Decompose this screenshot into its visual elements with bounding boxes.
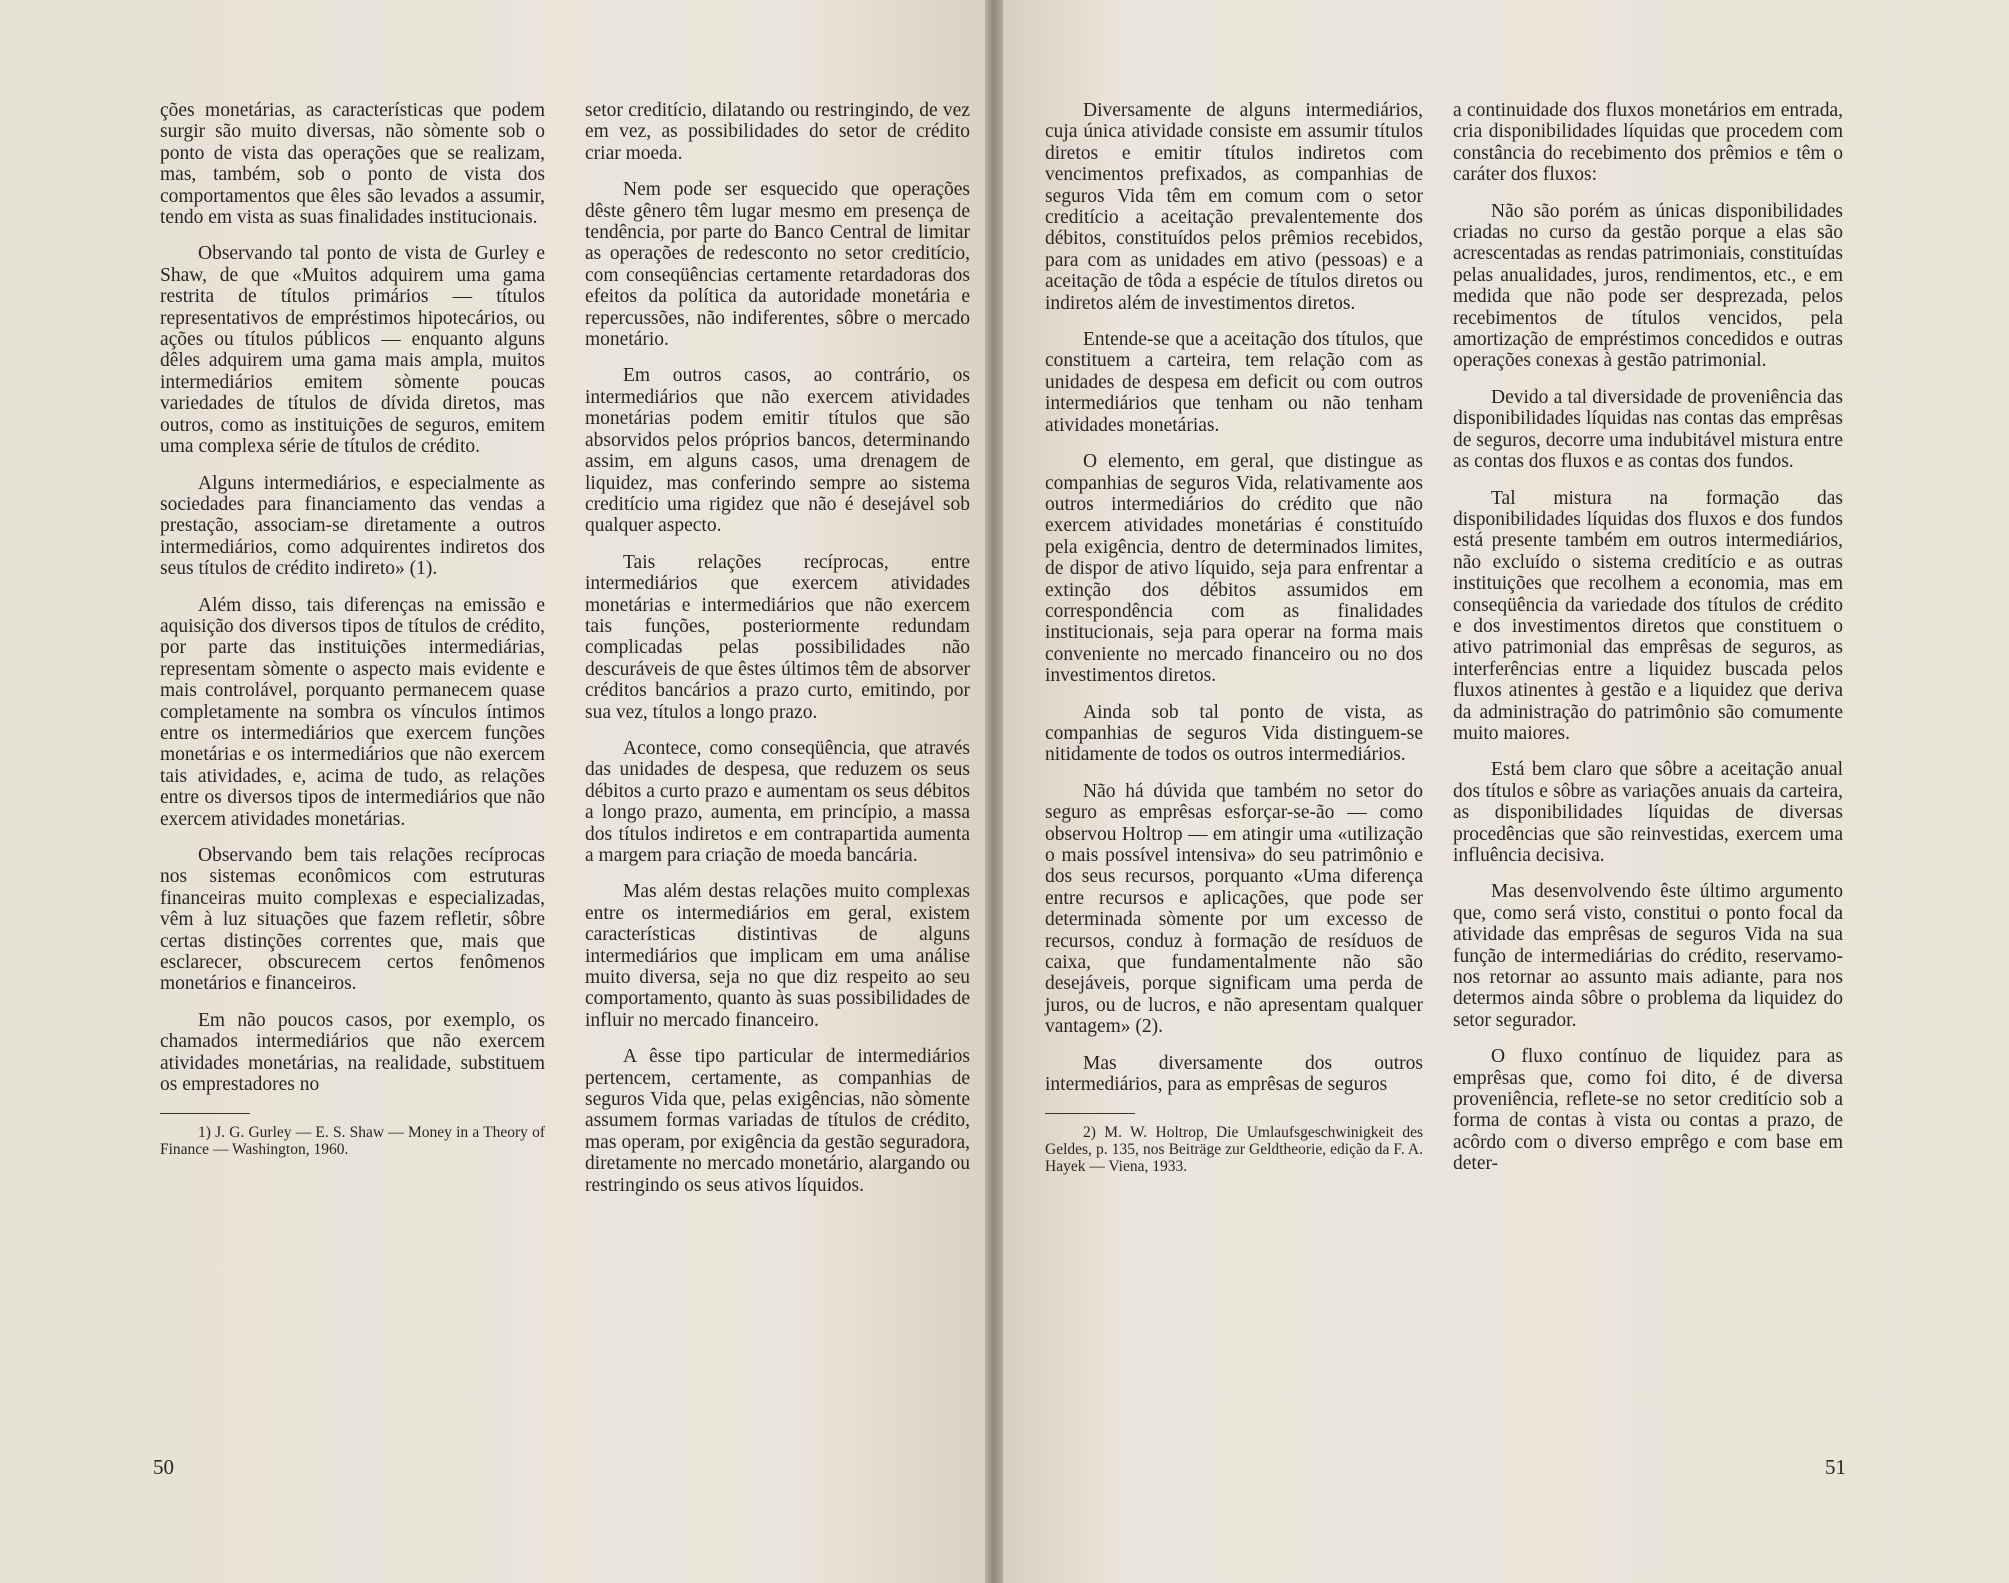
paragraph: Nem pode ser esquecido que operações dêste gênero têm lugar mesmo em presença de tendência, por parte do Banco Central de limitar as operações de redesconto no setor creditício, com conseqüências certamente retardadoras dos efeitos da política da autoridade monetária e repercussões, não indiferentes, sôbre o mercado monetário. (585, 179, 970, 351)
book-gutter (985, 0, 1003, 1583)
paragraph: Tais relações recíprocas, entre intermediários que exercem atividades monetárias e intermediários que não exercem tais funções, posteriormente redundam complicadas pelas possibilidades não descuráveis de que êstes últimos têm de absorver créditos bancários a prazo curto, emitindo, por sua vez, títulos a longo prazo. (585, 551, 970, 723)
paragraph: Em outros casos, ao contrário, os intermediários que não exercem atividades monetárias podem emitir títulos que são absorvidos pelos próprios bancos, determinando assim, em alguns casos, uma drenagem de liquidez, mas conferindo sempre ao sistema creditício uma rigidez que não é desejável sob qualquer aspecto. (585, 365, 970, 537)
right-column-2 (1453, 100, 1843, 1190)
left-column-2 (585, 100, 970, 1211)
paragraph: Alguns intermediários, e especialmente as sociedades para financiamento das vendas a prestação, associam-se diretamente a outros intermediários, como adquirentes indiretos dos seus títulos de crédito indireto» (1). (160, 472, 545, 580)
paragraph: Em não poucos casos, por exemplo, os chamados intermediários que não exercem atividades monetárias, na realidade, substituem os emprestadores no (160, 1009, 545, 1096)
footnote-rule (1045, 1113, 1135, 1114)
paragraph: Não são porém as únicas disponibilidades criadas no curso da gestão porque a elas são acrescentadas as rendas patrimoniais, constituídas pelas anualidades, juros, rendimentos, etc., e em medida que não pode ser desprezada, pelos recebimentos de títulos vencidos, pela amortização de empréstimos concedidos e outras operações conexas à gestão patrimonial. (1453, 200, 1843, 372)
paragraph: Mas desenvolvendo êste último argumento que, como será visto, constitui o ponto focal da atividade das emprêsas de seguros Vida na sua função de intermediárias do crédito, reservamo-nos retornar ao assunto mais adiante, para nos determos ainda sôbre o problema da liquidez do setor segurador. (1453, 881, 1843, 1031)
paragraph: Está bem claro que sôbre a aceitação anual dos títulos e sôbre as variações anuais da carteira, as disponibilidades líquidas de diversas procedências que são reinvestidas, exercem uma influência decisiva. (1453, 759, 1843, 866)
footnote-2: 2) M. W. Holtrop, Die Umlaufsgeschwinigkeit des Geldes, p. 135, nos Beiträge zur Geldtheorie, edição da F. A. Hayek — Viena, 1933. (1045, 1124, 1423, 1176)
paragraph: Diversamente de alguns intermediários, cuja única atividade consiste em assumir títulos diretos e emitir títulos indiretos com vencimentos prefixados, as companhias de seguros Vida têm em comum com o setor creditício a aceitação prevalentemente dos débitos, constituídos pelos prêmios recebidos, para com as unidades em ativo (pessoas) e a aceitação de tôda a espécie de títulos diretos ou indiretos além de investimentos diretos. (1045, 100, 1423, 314)
page-number-right: 51 (1825, 1455, 1846, 1479)
paragraph: Mas diversamente dos outros intermediários, para as emprêsas de seguros (1045, 1052, 1423, 1096)
paragraph: setor creditício, dilatando ou restringindo, de vez em vez, as possibilidades do setor de crédito criar moeda. (585, 100, 970, 164)
paragraph: a continuidade dos fluxos monetários em entrada, cria disponibilidades líquidas que procedem com constância do recebimento dos prêmios e têm o caráter dos fluxos: (1453, 100, 1843, 186)
page-number-left: 50 (153, 1455, 174, 1479)
paragraph: O fluxo contínuo de liquidez para as emprêsas que, como foi dito, é de diversa proveniência, reflete-se no setor creditício sob a forma de contas à vista ou contas a prazo, de acôrdo com o diverso emprêgo e com base em deter- (1453, 1046, 1843, 1175)
paragraph: A êsse tipo particular de intermediários pertencem, certamente, as companhias de seguros Vida que, pelas exigências, não sòmente assumem formas variadas de títulos de crédito, mas operam, por exigência da gestão seguradora, diretamente no mercado monetário, alargando ou restringindo os seus ativos líquidos. (585, 1046, 970, 1196)
right-column-1 (1045, 100, 1423, 1190)
paragraph: Acontece, como conseqüência, que através das unidades de despesa, que reduzem os seus débitos a curto prazo e aumentam os seus débitos a longo prazo, aumenta, em princípio, a massa dos títulos indiretos e em contrapartida aumenta a margem para criação de moeda bancária. (585, 737, 970, 866)
footnote-rule (160, 1113, 250, 1114)
paragraph: Além disso, tais diferenças na emissão e aquisição dos diversos tipos de títulos de crédito, por parte das instituições intermediárias, representam sòmente o aspecto mais evidente e mais controlável, porquanto permanecem quase completamente na sombra os vínculos íntimos entre os intermediários que exercem funções monetárias e os intermediários que não exercem tais atividades, e, acima de tudo, as relações entre os diversos tipos de intermediários que não exercem atividades monetárias. (160, 594, 545, 830)
paragraph: Observando bem tais relações recíprocas nos sistemas econômicos com estruturas financeiras muito complexas e especializadas, vêm à luz situações que fazem refletir, sôbre certas distinções correntes que, mais que esclarecer, obscurecem certos fenômenos monetários e financeiros. (160, 845, 545, 995)
paragraph: Tal mistura na formação das disponibilidades líquidas dos fluxos e dos fundos está presente também em outros intermediários, não excluído o sistema creditício e as outras instituições que recolhem a economia, mas em conseqüência da variedade dos títulos de crédito e dos investimentos diretos que constituem o ativo patrimonial das emprêsas de seguros, as interferências entre a liquidez buscada pelos fluxos atinentes à gestão e a liquidez que deriva da administração do patrimônio são comumente muito maiores. (1453, 487, 1843, 744)
paragraph: Mas além destas relações muito complexas entre os intermediários em geral, existem características distintivas de alguns intermediários que implicam em uma análise muito diversa, seja no que diz respeito ao seu comportamento, quanto às suas possibilidades de influir no mercado financeiro. (585, 881, 970, 1031)
paragraph: Devido a tal diversidade de proveniência das disponibilidades líquidas nas contas das emprêsas de seguros, decorre uma indubitável mistura entre as contas dos fluxos e as contas dos fundos. (1453, 386, 1843, 473)
paragraph: ções monetárias, as características que podem surgir são muito diversas, não sòmente sob o ponto de vista das operações que se realizam, mas, também, sob o ponto de vista dos comportamentos que êles são levados a assumir, tendo em vista as suas finalidades institucionais. (160, 100, 545, 229)
paragraph: O elemento, em geral, que distingue as companhias de seguros Vida, relativamente aos outros intermediários do crédito que não exercem atividades monetárias é constituído pela exigência, dentro de determinados limites, de dispor de ativo líquido, seja para enfrentar a extinção dos débitos assumidos em correspondência com as finalidades institucionais, seja para operar na forma mais conveniente no mercado financeiro ou no dos investimentos diretos. (1045, 451, 1423, 687)
paragraph: Observando tal ponto de vista de Gurley e Shaw, de que «Muitos adquirem uma gama restrita de títulos primários — títulos representativos de empréstimos hipotecários, ou ações ou títulos públicos — enquanto alguns dêles adquirem uma gama mais ampla, muitos intermediários emitem sòmente poucas variedades de títulos de dívida diretos, mas outros, como as instituições de seguros, emitem uma complexa série de títulos de crédito. (160, 243, 545, 458)
paragraph: Não há dúvida que também no setor do seguro as emprêsas esforçar-se-ão — como observou Holtrop — em atingir uma «utilização o mais possível intensiva» do seu patrimônio e dos seus recursos, porquanto «Uma diferença entre recursos e aplicações, que pode ser determinada sòmente por um excesso de recursos, conduz à formação de resíduos de caixa, que fundamentalmente não são desejáveis, porque significam uma perda de juros, ou de lucros, e não apresentam qualquer vantagem» (2). (1045, 780, 1423, 1038)
left-column-1 (160, 100, 545, 1173)
paragraph: Ainda sob tal ponto de vista, as companhias de seguros Vida distinguem-se nitidamente de todos os outros intermediários. (1045, 701, 1423, 766)
left-page (0, 0, 985, 1583)
footnote-1: 1) J. G. Gurley — E. S. Shaw — Money in a Theory of Finance — Washington, 1960. (160, 1124, 545, 1159)
paragraph: Entende-se que a aceitação dos títulos, que constituem a carteira, tem relação com as unidades de despesa em deficit ou com outros intermediários que tenham ou não tenham atividades monetárias. (1045, 329, 1423, 436)
